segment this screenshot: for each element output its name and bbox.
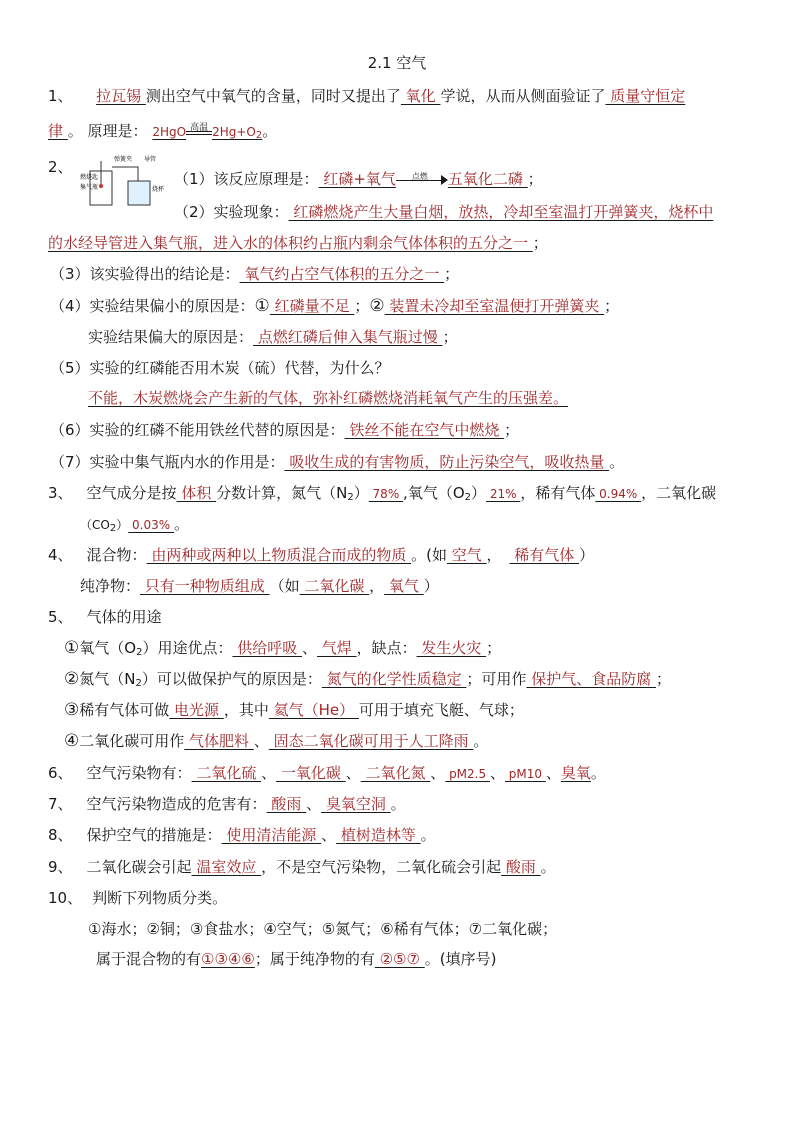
q9-line: 9、 二氧化碳会引起 温室效应 ，不是空气污染物，二氧化硫会引起 酸雨 。: [48, 858, 556, 876]
helium-answer: 氦气（He）: [268, 701, 359, 719]
mixture-example-1: 空气: [446, 546, 487, 564]
nitrogen-percent: 78%: [368, 487, 404, 501]
q2-p5-answer: [88, 386, 748, 412]
page-title: 2.1 空气: [367, 54, 427, 72]
q4-pure: 纯净物： 只有一种物质组成 （如 二氧化碳 ， 氧气 ）: [80, 577, 439, 595]
mixture-example-2: 稀有气体: [509, 546, 580, 564]
pollutant-5: pM10: [504, 767, 546, 781]
pure-definition: 只有一种物质组成: [140, 577, 270, 595]
low-reason-2: 装置未冷却至室温便打开弹簧夹: [384, 297, 605, 315]
ignite-label: 点燃: [411, 171, 428, 181]
co2-use-2: 固态二氧化碳可用于人工降雨: [268, 732, 474, 750]
low-reason-1: 红磷量不足: [269, 297, 355, 315]
phosphorus-dot: [99, 184, 103, 188]
experiment-phenomenon: 红磷燃烧产生大量白烟，放热，冷却至室温打开弹簧夹，烧杯中: [288, 203, 714, 221]
oxygen-use-2: 气焊: [317, 639, 357, 657]
pollutant-6: 臭氧: [560, 764, 591, 782]
q2-p6: （6）实验的红磷不能用铁丝代替的原因是： 铁丝不能在空气中燃烧 ；: [50, 421, 520, 439]
pollutant-3: 二氧化氮: [360, 764, 431, 782]
tube-label: 导管: [144, 156, 157, 163]
measure-1: 使用清洁能源: [221, 826, 322, 844]
q1-answer-law-cont: 律: [48, 122, 68, 140]
pure-example-1: 二氧化碳: [299, 577, 370, 595]
q9-number: 9、: [48, 858, 73, 876]
pure-items: ②⑤⑦: [374, 950, 425, 968]
apparatus-diagram: [80, 153, 172, 209]
q7-number: 7、: [48, 795, 73, 813]
clamp-label: 弹簧夹: [114, 156, 133, 163]
q1-answer-scientist: 拉瓦锡: [96, 87, 146, 105]
spoon-label: 燃烧匙: [80, 174, 99, 181]
noble-gas-use: 电光源: [169, 701, 224, 719]
q1-answer-theory: 氧化: [400, 87, 441, 105]
measure-2: 植树造林等: [336, 826, 421, 844]
bottle-label: 集气瓶: [80, 184, 99, 191]
q2-p3: （3）该实验得出的结论是： 氧气约占空气体积的五分之一 ；: [50, 265, 460, 283]
q8-number: 8、: [48, 826, 73, 844]
pollutant-4: pM2.5: [445, 767, 490, 781]
nitrogen-use: 保护气、食品防腐: [526, 670, 656, 688]
beaker-label: 烧杯: [152, 186, 165, 193]
q2-p2: （2）实验现象： 红磷燃烧产生大量白烟，放热，冷却至室温打开弹簧夹，烧杯中: [174, 203, 714, 221]
q2-p1: （1）该反应原理是： 红磷+氧气 点燃 五氧化二磷 ；: [174, 167, 748, 193]
reaction-product: 五氧化二磷: [447, 170, 528, 188]
q5-co2: ④二氧化碳可用作 气体肥料 、 固态二氧化碳可用于人工降雨 。: [64, 731, 489, 751]
q1-formula-right: $2Hg+O_2$: [212, 125, 263, 141]
q1-text: 。 原理是：: [67, 122, 148, 140]
q1-text: 学说，从而从侧面验证了: [440, 87, 606, 105]
oxygen-drawback: 发生火灾: [416, 639, 487, 657]
q2-p4b: 实验结果偏大的原因是： 点燃红磷后伸入集气瓶过慢 ；: [88, 328, 458, 346]
beaker-shape: [128, 181, 150, 205]
q3-line1: 3、 空气成分是按 体积 分数计算，氮气$(N_2)$ 78% ,氧气$(O_2)$ 21% ，稀有气体 0.94% ，二氧化碳: [48, 484, 717, 503]
q5-oxygen: ①氧气$(O_2)$用途优点： 供给呼吸 、 气焊 ，缺点： 发生火灾 ；: [64, 638, 502, 658]
q3-basis: 体积: [176, 484, 217, 502]
conclusion-answer: 氧气约占空气体积的五分之一: [239, 265, 445, 283]
q6-line: 6、 空气污染物有： 二氧化硫 、 一氧化碳 、 二氧化氮 、 pM2.5 、 pM10 、臭氧。: [48, 764, 606, 782]
q4-mixture: 4、 混合物： 由两种或两种以上物质混合而成的物质 。(如 空气 ， 稀有气体 ）: [48, 546, 595, 564]
q10-head: 10、 判断下列物质分类。: [48, 889, 228, 907]
water-role-answer: 吸收生成的有害物质，防止污染空气，吸收热量: [284, 453, 610, 471]
co2-effect: 温室效应: [191, 858, 262, 876]
nitrogen-reason: 氮气的化学性质稳定: [321, 670, 467, 688]
oxygen-use-1: 供给呼吸: [232, 639, 302, 657]
oxygen-percent: 21%: [486, 487, 521, 501]
mixture-items: ①③④⑥: [201, 950, 255, 968]
q5-nitrogen: ②氮气$(N_2)$可以做保护气的原因是： 氮气的化学性质稳定 ；可用作 保护气、食品防腐 ；: [64, 669, 671, 689]
q2-p2-cont: 的水经导管进入集气瓶，进入水的体积约占瓶内剩余气体体积的五分之一 ；: [48, 234, 548, 252]
pure-example-2: 氧气: [384, 577, 424, 595]
q5-head: 5、 气体的用途: [48, 608, 162, 626]
reaction-reactants: 红磷+氧气: [318, 170, 396, 188]
q2-number: 2、: [48, 158, 73, 176]
high-temp-condition: [186, 122, 212, 139]
q2-p5: （5）实验的红磷能否用木炭（硫）代替，为什么？: [50, 359, 390, 377]
co2-use-1: 气体肥料: [184, 732, 254, 750]
charcoal-answer: 不能，木炭燃烧会产生新的气体，弥补红磷燃烧消耗氧气产生的压强差。: [88, 389, 569, 407]
condition-label: 高温: [190, 122, 209, 133]
q4-number: 4、: [48, 546, 73, 564]
q1-formula-left: 2HgO: [152, 125, 187, 139]
q6-number: 6、: [48, 764, 73, 782]
q10-answer: 属于混合物的有①③④⑥；属于纯净物的有 ②⑤⑦ 。(填序号): [96, 950, 497, 968]
q1-number: 1、: [48, 87, 73, 105]
q3-line2: $(CO_2)$ 0.03% 。: [80, 515, 189, 534]
q5-noble: ③稀有气体可做 电光源 ，其中 氦气（He） 可用于填充飞艇、气球；: [64, 700, 524, 720]
so2-effect: 酸雨: [501, 858, 541, 876]
q1-text: 测出空气中氧气的含量，同时又提出了: [145, 87, 401, 105]
co2-percent: 0.03%: [128, 518, 174, 532]
pollutant-2: 一氧化碳: [276, 764, 346, 782]
q7-line: 7、 空气污染物造成的危害有： 酸雨 、 臭氧空洞 。: [48, 795, 406, 813]
harm-1: 酸雨: [266, 795, 307, 813]
q1-line1: [48, 84, 748, 110]
q8-line: 8、 保护空气的措施是： 使用清洁能源 、 植树造林等 。: [48, 826, 436, 844]
harm-2: 臭氧空洞: [321, 795, 391, 813]
pollutant-1: 二氧化硫: [191, 764, 262, 782]
q5-number: 5、: [48, 608, 73, 626]
experiment-phenomenon-cont: 的水经导管进入集气瓶，进入水的体积约占瓶内剩余气体体积的五分之一: [48, 234, 533, 252]
q1-answer-law: 质量守恒定: [605, 87, 686, 105]
q2-p4: （4）实验结果偏小的原因是：① 红磷量不足 ；② 装置未冷却至室温便打开弹簧夹 ；: [50, 296, 620, 316]
mixture-definition: 由两种或两种以上物质混合而成的物质: [146, 546, 412, 564]
iron-answer: 铁丝不能在空气中燃烧: [344, 421, 505, 439]
q1-line2: 律 。 原理是： 2HgO 高温 $2Hg+O_2$。: [48, 119, 748, 145]
reaction-arrow: [396, 173, 448, 187]
high-reason: 点燃红磷后伸入集气瓶过慢: [253, 328, 443, 346]
q10-items: ①海水；②铜；③食盐水；④空气；⑤氮气；⑥稀有气体；⑦二氧化碳；: [88, 920, 558, 938]
q3-number: 3、: [48, 484, 73, 502]
q2-p7: （7）实验中集气瓶内水的作用是： 吸收生成的有害物质，防止污染空气，吸收热量 。: [50, 453, 625, 471]
noble-gas-percent: 0.94%: [595, 487, 642, 501]
q10-number: 10、: [48, 889, 83, 907]
